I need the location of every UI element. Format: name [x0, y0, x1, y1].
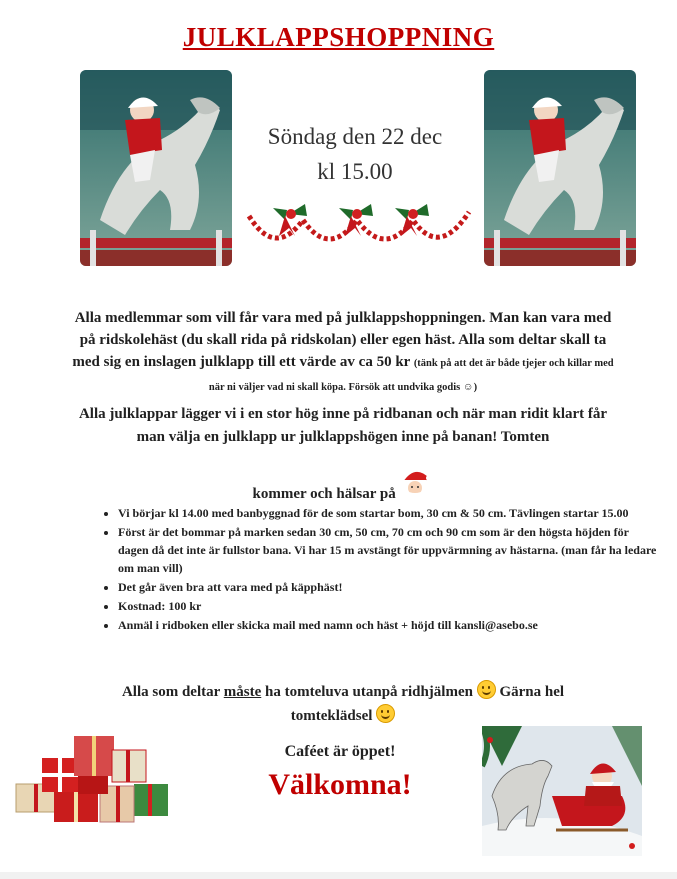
page-bottom-edge	[0, 872, 677, 879]
list-item: • Först är det bommar på marken sedan 30 cm, 50 cm, 70 cm och 90 cm som är den högsta höjden för dagen då det inte är fullstor bana. Vi har 15 m avstängt för uppvärmning av hästarna. (man får ha ledare om man vill)	[118, 523, 658, 577]
gift-pile-image	[14, 728, 174, 828]
santa-face-icon	[399, 468, 433, 509]
list-item: • Kostnad: 100 kr	[118, 597, 658, 615]
intro-small-text: (tänk på att det är både tjejer och killar med när ni väljer vad ni skall köpa. Försök att undvika godis ☺)	[208, 358, 614, 393]
smiley-icon	[477, 680, 496, 699]
intro-main-text: Alla medlemmar som vill får vara med på julklappshoppningen. Man kan vara med på ridskolehäst (du skall rida på ridskolan) eller egen häst. Alla som deltar skall ta med sig en inslagen julklapp till ett värde av ca 50 kr	[72, 310, 612, 370]
christmas-garland	[245, 198, 475, 260]
event-date-text: Söndag den 22 dec	[267, 124, 443, 149]
smiley-icon	[376, 704, 395, 723]
list-item: • Anmäl i ridboken eller skicka mail med namn och häst + höjd till kansli@asebo.se	[118, 616, 658, 634]
gifts-paragraph: Alla julklappar lägger vi i en stor hög inne på ridbanan och när man ridit klart får man välja en julklapp ur julklappshögen inne på banan! Tomten	[78, 406, 608, 445]
outfit-line2-start: Gärna hel	[499, 684, 565, 700]
sleigh-image	[482, 726, 642, 856]
event-time-text: kl 15.00	[317, 159, 393, 184]
intro-paragraph	[72, 307, 614, 399]
outfit-before: Alla som deltar	[121, 684, 221, 700]
list-item: • Vi börjar kl 14.00 med banbyggnad för de som startar bom, 30 cm & 50 cm. Tävlingen startar 15.00	[118, 504, 658, 522]
welcome-text: Välkomna!	[268, 768, 412, 801]
santa-line-text: kommer och hälsar på	[252, 486, 396, 502]
info-list	[88, 504, 658, 635]
cafe-text: Caféet är öppet!	[284, 743, 396, 760]
outfit-after: ha tomteluva utanpå ridhjälmen	[265, 684, 473, 700]
event-date	[235, 119, 475, 189]
horse-jumping-image-left	[80, 70, 232, 266]
outfit-paragraph	[72, 680, 614, 728]
page-title: JULKLAPPSHOPPNING	[182, 22, 495, 52]
horse-jumping-image-right	[484, 70, 636, 266]
outfit-line2-end: tomteklädsel	[290, 708, 373, 724]
outfit-emphasis: måste	[223, 684, 262, 700]
list-item: • Det går även bra att vara med på käpphäst!	[118, 578, 658, 596]
santa-line	[72, 468, 614, 509]
